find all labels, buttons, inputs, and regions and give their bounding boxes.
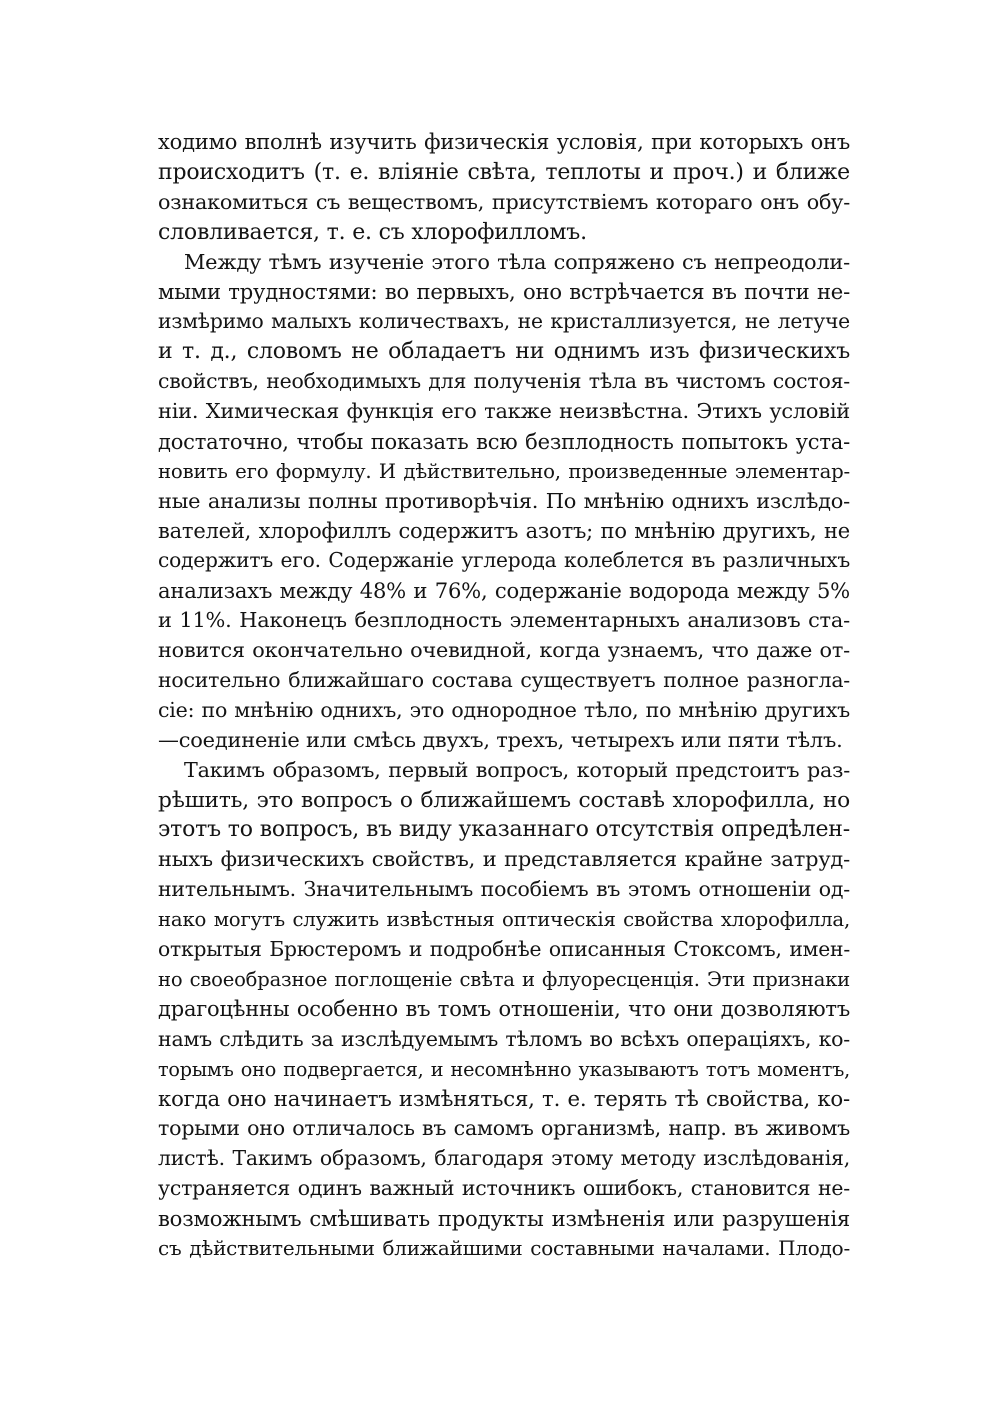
text-line-36: устраняется одинъ важный источникъ ошибокъ, становится не- [158, 1176, 850, 1201]
text-line-34: торыми оно отличалось въ самомъ организмѣ, напр. въ живомъ [158, 1116, 850, 1141]
text-line-1: ходимо вполнѣ изучить физическія условія, при которыхъ онъ [158, 130, 850, 154]
text-line-8: и т. д., словомъ не обладаетъ ни однимъ изъ физическихъ [158, 339, 850, 365]
text-line-17: и 11%. Наконецъ безплодность элементарныхъ анализовъ ста- [158, 608, 850, 633]
text-line-15: содержитъ его. Содержаніе углерода колеблется въ различныхъ [158, 548, 850, 573]
text-line-6: мыми трудностями: во первыхъ, оно встрѣчается въ почти не- [158, 279, 850, 305]
document-page [158, 128, 850, 1264]
text-line-33: когда оно начинаетъ измѣняться, т. е. терять тѣ свойства, ко- [158, 1086, 850, 1112]
text-line-25: ныхъ физическихъ свойствъ, и представляется крайне затруд- [158, 847, 850, 872]
text-line-14: вателей, хлорофиллъ содержитъ азотъ; по мнѣнію другихъ, не [158, 518, 850, 543]
text-line-31: намъ слѣдить за изслѣдуемымъ тѣломъ во всѣхъ операціяхъ, ко- [158, 1026, 850, 1051]
text-line-2: происходитъ (т. е. вліяніе свѣта, теплоты и проч.) и ближе [158, 159, 850, 185]
text-line-21: —соединеніе или смѣсь двухъ, трехъ, четырехъ или пяти тѣлъ. [158, 727, 843, 752]
text-line-11: достаточно, чтобы показать всю безплодность попытокъ уста- [158, 428, 850, 454]
text-line-16: анализахъ между 48% и 76%, содержаніе водорода между 5% [158, 578, 850, 604]
text-line-30: драгоцѣнны особенно въ томъ отношеніи, что они дозволяютъ [158, 996, 850, 1021]
text-line-20: сіе: по мнѣнію однихъ, это однородное тѣло, по мнѣнію другихъ [158, 697, 850, 722]
text-line-7: измѣримо малыхъ количествахъ, не кристаллизуется, не летуче [158, 309, 850, 334]
text-line-29: но своеобразное поглощеніе свѣта и флуоресценція. Эти признаки [158, 967, 850, 991]
text-line-5: Между тѣмъ изученіе этого тѣла сопряжено съ непреодоли- [184, 249, 850, 274]
text-line-3: ознакомиться съ веществомъ, присутствіемъ котораго онъ обу- [158, 189, 850, 214]
text-line-28: открытыя Брюстеромъ и подробнѣе описанныя Стоксомъ, имен- [158, 937, 850, 962]
text-line-38: съ дѣйствительными ближайшими составными началами. Плодо- [158, 1236, 850, 1260]
text-line-10: ніи. Химическая функція его также неизвѣстна. Этихъ условій [158, 399, 850, 424]
text-line-12: новить его формулу. И дѣйствительно, произведенные элементар- [158, 459, 850, 483]
text-line-37: возможнымъ смѣшивать продукты измѣненія или разрушенія [158, 1206, 850, 1232]
text-line-9: свойствъ, необходимыхъ для полученія тѣла въ чистомъ состоя- [158, 369, 850, 394]
text-line-24: этотъ то вопросъ, въ виду указаннаго отсутствія опредѣлен- [158, 817, 850, 843]
text-line-35: листѣ. Такимъ образомъ, благодаря этому методу изслѣдованія, [158, 1146, 850, 1171]
text-line-23: рѣшить, это вопросъ о ближайшемъ составѣ хлорофилла, но [158, 787, 850, 813]
text-line-19: носительно ближайшаго состава существуетъ полное разногла- [158, 668, 850, 693]
text-line-26: нительнымъ. Значительнымъ пособіемъ въ этомъ отношеніи од- [158, 877, 850, 902]
text-line-27: нако могутъ служить извѣстныя оптическія свойства хлорофилла, [158, 908, 850, 932]
text-line-32: торымъ оно подвергается, и несомнѣнно указываютъ тотъ моментъ, [158, 1057, 850, 1081]
text-line-18: новится окончательно очевидной, когда узнаемъ, что даже от- [158, 638, 850, 663]
text-line-22: Такимъ образомъ, первый вопросъ, который предстоитъ раз- [184, 757, 850, 782]
text-line-13: ные анализы полны противорѣчія. По мнѣнію однихъ изслѣдо- [158, 488, 850, 513]
text-line-4: словливается, т. е. съ хлорофилломъ. [158, 219, 587, 245]
